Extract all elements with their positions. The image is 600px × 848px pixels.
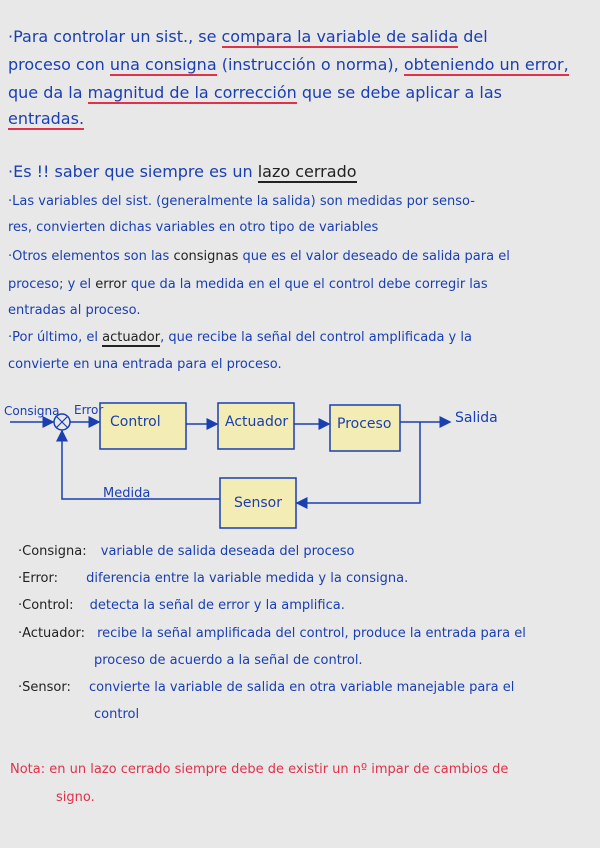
output-label: Salida [455, 410, 498, 426]
intro-line-1 [8, 28, 488, 46]
intro-text: proceso con [8, 55, 110, 74]
point-text: convierte en una entrada para el proceso. [8, 357, 282, 372]
definition-error [18, 570, 408, 588]
definition-text: convierte la variable de salida en otra variable manejable para el [89, 680, 515, 695]
process-label: Proceso [337, 416, 392, 432]
point-emphasis: consignas [173, 249, 239, 264]
intro-line-3 [8, 84, 502, 102]
definition-control [18, 597, 345, 615]
intro-text: ·Para controlar un sist., se [8, 27, 222, 46]
point-3d [8, 276, 488, 294]
definition-text: recibe la señal amplificada del control, produce la entrada para el [97, 626, 526, 641]
intro-emphasis: obteniendo un error, [403, 55, 569, 74]
point-text: ·Es !! saber que siempre es un [8, 162, 258, 181]
note-line-2: signo. [56, 790, 95, 805]
intro-emphasis: entradas. [8, 109, 85, 128]
intro-emphasis: una consigna [109, 55, 217, 74]
point-text: ·Las variables del sist. (generalmente la salida) son medidas por senso- [8, 194, 475, 209]
point-text: que da la medida en el que el control debe corregir las [126, 277, 488, 292]
definition-actuator [18, 625, 526, 643]
point-text: ·Otros elementos son las [8, 249, 174, 264]
definition-term: ·Actuador: [18, 626, 85, 641]
point-text: que es el valor deseado de salida para el [238, 249, 510, 264]
definition-text: detecta la señal de error y la amplifica. [89, 598, 345, 613]
note-line-1: Nota: en un lazo cerrado siempre debe de existir un nº impar de cambios de [10, 762, 509, 777]
intro-text: que da la [8, 83, 88, 102]
definition-sensor-cont: control [94, 707, 140, 722]
definition-term: ·Sensor: [18, 680, 71, 695]
sensor-label: Sensor [234, 495, 282, 511]
intro-line-2 [8, 56, 569, 74]
point-3e [8, 302, 141, 320]
point-emphasis: error [95, 277, 127, 292]
definition-text: variable de salida deseada del proceso [100, 544, 355, 559]
control-label: Control [110, 414, 161, 430]
definition-text: diferencia entre la variable medida y la consigna. [86, 571, 409, 586]
point-4d [8, 356, 282, 374]
intro-text: (instrucción o norma), [216, 55, 404, 74]
point-1 [8, 163, 357, 181]
definition-consigna [18, 543, 355, 561]
error-label: Error [74, 403, 104, 417]
definition-actuator-cont: proceso de acuerdo a la señal de control. [94, 653, 363, 668]
point-2b [8, 219, 378, 237]
point-emphasis: lazo cerrado [257, 162, 357, 181]
point-3 [8, 248, 510, 266]
intro-text: que se debe aplicar a las [296, 83, 503, 102]
consigna-label: Consigna [4, 404, 60, 418]
point-text: , que recibe la señal del control amplificada y la [160, 330, 472, 345]
intro-text: del [458, 27, 488, 46]
point-2 [8, 193, 475, 211]
intro-emphasis: compara la variable de salida [221, 27, 459, 46]
point-text: proceso; y el [8, 277, 96, 292]
point-text: ·Por último, el [8, 330, 103, 345]
measure-label: Medida [103, 486, 151, 501]
definition-term: ·Error: [18, 571, 58, 586]
point-text: entradas al proceso. [8, 303, 141, 318]
actuator-label: Actuador [225, 414, 289, 430]
point-text: res, convierten dichas variables en otro tipo de variables [8, 220, 379, 235]
intro-emphasis: magnitud de la corrección [87, 83, 297, 102]
definition-term: ·Consigna: [18, 544, 87, 559]
point-4 [8, 329, 472, 347]
definition-sensor [18, 679, 514, 697]
definition-term: ·Control: [18, 598, 74, 613]
intro-line-4 [8, 110, 84, 128]
point-emphasis: actuador [102, 330, 161, 345]
